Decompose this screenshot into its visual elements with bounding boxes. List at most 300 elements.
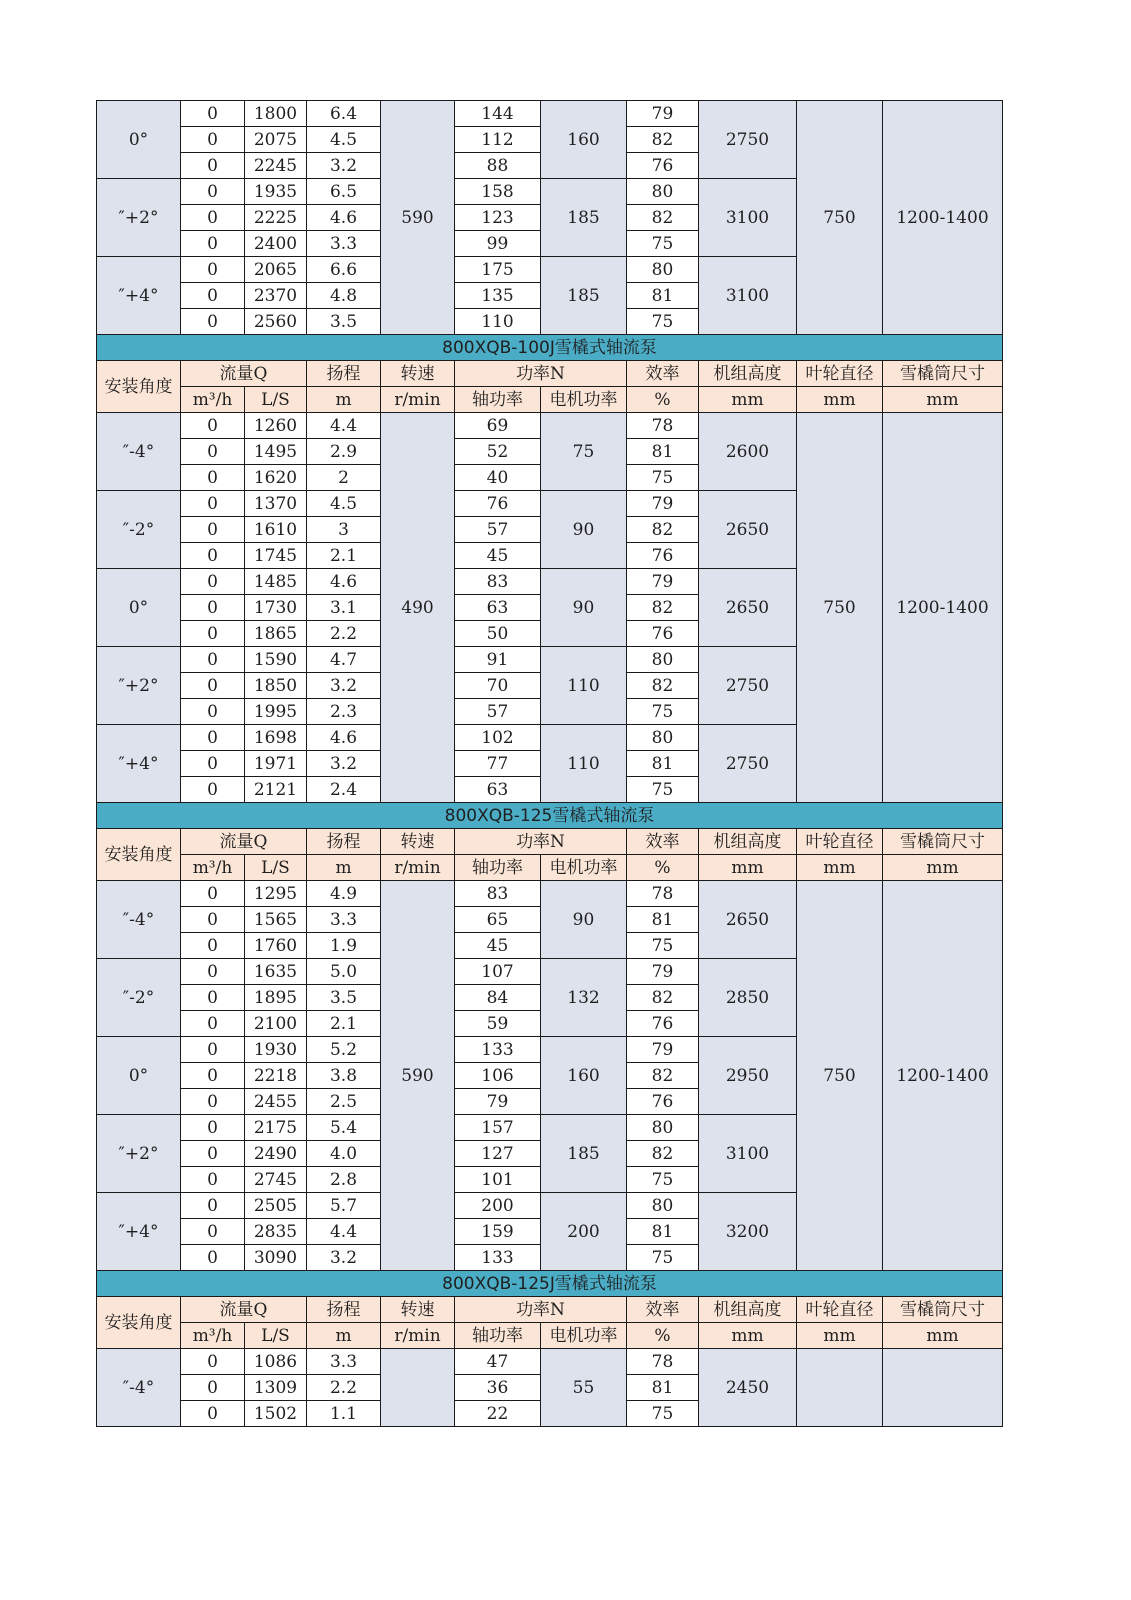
unit-speed: r/min	[381, 1323, 455, 1349]
header-shaft-power: 轴功率	[455, 855, 541, 881]
flow-m3h-cell: 0	[181, 907, 245, 933]
header-motor-power: 电机功率	[541, 855, 627, 881]
efficiency-cell: 81	[627, 1219, 699, 1245]
flow-m3h-cell: 0	[181, 205, 245, 231]
motor-power-cell: 185	[541, 1115, 627, 1193]
efficiency-cell: 75	[627, 1401, 699, 1427]
unit-flow-m3h: m³/h	[181, 855, 245, 881]
header-unit-height: 机组高度	[699, 829, 797, 855]
header-efficiency: 效率	[627, 361, 699, 387]
shaft-power-cell: 83	[455, 881, 541, 907]
shaft-power-cell: 50	[455, 621, 541, 647]
angle-cell: ″+2°	[97, 1115, 181, 1193]
flow-ls-cell: 2505	[245, 1193, 307, 1219]
unit-height-cell: 2750	[699, 101, 797, 179]
flow-ls-cell: 1800	[245, 101, 307, 127]
efficiency-cell: 79	[627, 569, 699, 595]
head-cell: 3.2	[307, 751, 381, 777]
shaft-power-cell: 84	[455, 985, 541, 1011]
head-cell: 2.1	[307, 1011, 381, 1037]
header-efficiency: 效率	[627, 1297, 699, 1323]
flow-m3h-cell: 0	[181, 1349, 245, 1375]
head-cell: 4.4	[307, 413, 381, 439]
angle-cell: ″-4°	[97, 1349, 181, 1427]
motor-power-cell: 75	[541, 413, 627, 491]
header-sled-size: 雪橇筒尺寸	[883, 1297, 1003, 1323]
shaft-power-cell: 88	[455, 153, 541, 179]
shaft-power-cell: 123	[455, 205, 541, 231]
header-angle: 安装角度	[97, 1297, 181, 1349]
sled-size-cell	[883, 1349, 1003, 1427]
unit-height-cell: 2600	[699, 413, 797, 491]
flow-m3h-cell: 0	[181, 101, 245, 127]
shaft-power-cell: 57	[455, 517, 541, 543]
unit-flow-m3h: m³/h	[181, 1323, 245, 1349]
flow-m3h-cell: 0	[181, 751, 245, 777]
head-cell: 2.3	[307, 699, 381, 725]
efficiency-cell: 79	[627, 959, 699, 985]
section-title-row	[97, 335, 1003, 361]
unit-height-cell: 2850	[699, 959, 797, 1037]
header-power: 功率N	[455, 1297, 627, 1323]
flow-m3h-cell: 0	[181, 699, 245, 725]
unit-height-cell: 3200	[699, 1193, 797, 1271]
flow-m3h-cell: 0	[181, 881, 245, 907]
shaft-power-cell: 133	[455, 1037, 541, 1063]
efficiency-cell: 81	[627, 283, 699, 309]
flow-ls-cell: 1850	[245, 673, 307, 699]
flow-ls-cell: 1295	[245, 881, 307, 907]
header-shaft-power: 轴功率	[455, 387, 541, 413]
head-cell: 4.5	[307, 491, 381, 517]
motor-power-cell: 110	[541, 647, 627, 725]
shaft-power-cell: 112	[455, 127, 541, 153]
flow-ls-cell: 2218	[245, 1063, 307, 1089]
header-unit-height: 机组高度	[699, 1297, 797, 1323]
flow-m3h-cell: 0	[181, 1141, 245, 1167]
flow-ls-cell: 2245	[245, 153, 307, 179]
shaft-power-cell: 99	[455, 231, 541, 257]
unit-head: m	[307, 855, 381, 881]
efficiency-cell: 76	[627, 1011, 699, 1037]
efficiency-cell: 75	[627, 231, 699, 257]
shaft-power-cell: 127	[455, 1141, 541, 1167]
header-angle: 安装角度	[97, 829, 181, 881]
angle-cell: ″+4°	[97, 1193, 181, 1271]
header-flow: 流量Q	[181, 361, 307, 387]
head-cell: 3.3	[307, 1349, 381, 1375]
unit-height: mm	[699, 387, 797, 413]
header-shaft-power: 轴功率	[455, 1323, 541, 1349]
flow-m3h-cell: 0	[181, 777, 245, 803]
impeller-diameter-cell	[797, 1349, 883, 1427]
flow-m3h-cell: 0	[181, 1063, 245, 1089]
head-cell: 2	[307, 465, 381, 491]
efficiency-cell: 82	[627, 205, 699, 231]
flow-ls-cell: 1590	[245, 647, 307, 673]
motor-power-cell: 200	[541, 1193, 627, 1271]
angle-cell: ″+4°	[97, 257, 181, 335]
flow-ls-cell: 2175	[245, 1115, 307, 1141]
flow-m3h-cell: 0	[181, 933, 245, 959]
flow-m3h-cell: 0	[181, 465, 245, 491]
shaft-power-cell: 63	[455, 595, 541, 621]
table-row	[97, 101, 1003, 127]
shaft-power-cell: 110	[455, 309, 541, 335]
flow-ls-cell: 1485	[245, 569, 307, 595]
pump-spec-table	[96, 100, 1003, 1427]
header-motor-power: 电机功率	[541, 1323, 627, 1349]
head-cell: 4.6	[307, 205, 381, 231]
speed-cell: 490	[381, 413, 455, 803]
unit-efficiency: %	[627, 387, 699, 413]
efficiency-cell: 80	[627, 1193, 699, 1219]
head-cell: 5.0	[307, 959, 381, 985]
shaft-power-cell: 40	[455, 465, 541, 491]
unit-height-cell: 2650	[699, 491, 797, 569]
section-title: 800XQB-125J雪橇式轴流泵	[97, 1271, 1003, 1297]
head-cell: 4.7	[307, 647, 381, 673]
flow-m3h-cell: 0	[181, 283, 245, 309]
unit-sled: mm	[883, 855, 1003, 881]
motor-power-cell: 160	[541, 101, 627, 179]
speed-cell: 590	[381, 881, 455, 1271]
head-cell: 5.4	[307, 1115, 381, 1141]
efficiency-cell: 82	[627, 1063, 699, 1089]
head-cell: 2.5	[307, 1089, 381, 1115]
head-cell: 6.5	[307, 179, 381, 205]
efficiency-cell: 76	[627, 621, 699, 647]
unit-sled: mm	[883, 387, 1003, 413]
shaft-power-cell: 45	[455, 543, 541, 569]
motor-power-cell: 185	[541, 257, 627, 335]
angle-cell: ″-2°	[97, 491, 181, 569]
efficiency-cell: 80	[627, 257, 699, 283]
head-cell: 3.3	[307, 231, 381, 257]
table-row	[97, 881, 1003, 907]
shaft-power-cell: 59	[455, 1011, 541, 1037]
head-cell: 4.6	[307, 725, 381, 751]
flow-m3h-cell: 0	[181, 257, 245, 283]
head-cell: 4.9	[307, 881, 381, 907]
flow-ls-cell: 1745	[245, 543, 307, 569]
shaft-power-cell: 101	[455, 1167, 541, 1193]
efficiency-cell: 79	[627, 1037, 699, 1063]
efficiency-cell: 75	[627, 699, 699, 725]
flow-ls-cell: 2065	[245, 257, 307, 283]
header-impeller-diameter: 叶轮直径	[797, 829, 883, 855]
efficiency-cell: 76	[627, 543, 699, 569]
flow-ls-cell: 2455	[245, 1089, 307, 1115]
unit-height-cell: 2450	[699, 1349, 797, 1427]
flow-m3h-cell: 0	[181, 1167, 245, 1193]
header-flow: 流量Q	[181, 1297, 307, 1323]
unit-efficiency: %	[627, 855, 699, 881]
sled-size-cell: 1200-1400	[883, 881, 1003, 1271]
head-cell: 3.2	[307, 1245, 381, 1271]
section-title-row	[97, 1271, 1003, 1297]
header-row	[97, 1297, 1003, 1323]
header-impeller-diameter: 叶轮直径	[797, 361, 883, 387]
efficiency-cell: 82	[627, 1141, 699, 1167]
efficiency-cell: 75	[627, 1245, 699, 1271]
flow-m3h-cell: 0	[181, 621, 245, 647]
flow-m3h-cell: 0	[181, 1401, 245, 1427]
flow-m3h-cell: 0	[181, 413, 245, 439]
shaft-power-cell: 47	[455, 1349, 541, 1375]
flow-ls-cell: 1935	[245, 179, 307, 205]
unit-height-cell: 2650	[699, 569, 797, 647]
head-cell: 3.3	[307, 907, 381, 933]
header-efficiency: 效率	[627, 829, 699, 855]
flow-ls-cell: 2100	[245, 1011, 307, 1037]
shaft-power-cell: 107	[455, 959, 541, 985]
shaft-power-cell: 106	[455, 1063, 541, 1089]
head-cell: 3.2	[307, 673, 381, 699]
header-impeller-diameter: 叶轮直径	[797, 1297, 883, 1323]
flow-ls-cell: 1865	[245, 621, 307, 647]
speed-cell: 590	[381, 101, 455, 335]
angle-cell: 0°	[97, 1037, 181, 1115]
efficiency-cell: 75	[627, 777, 699, 803]
shaft-power-cell: 157	[455, 1115, 541, 1141]
shaft-power-cell: 83	[455, 569, 541, 595]
header-power: 功率N	[455, 361, 627, 387]
efficiency-cell: 75	[627, 1167, 699, 1193]
efficiency-cell: 82	[627, 517, 699, 543]
angle-cell: 0°	[97, 101, 181, 179]
flow-m3h-cell: 0	[181, 179, 245, 205]
header-head: 扬程	[307, 1297, 381, 1323]
unit-diameter: mm	[797, 387, 883, 413]
header-row	[97, 361, 1003, 387]
unit-height-cell: 2750	[699, 647, 797, 725]
flow-ls-cell: 1635	[245, 959, 307, 985]
head-cell: 3	[307, 517, 381, 543]
unit-speed: r/min	[381, 387, 455, 413]
shaft-power-cell: 133	[455, 1245, 541, 1271]
head-cell: 3.8	[307, 1063, 381, 1089]
flow-m3h-cell: 0	[181, 127, 245, 153]
angle-cell: ″-4°	[97, 881, 181, 959]
shaft-power-cell: 144	[455, 101, 541, 127]
motor-power-cell: 185	[541, 179, 627, 257]
unit-height-cell: 2650	[699, 881, 797, 959]
unit-sled: mm	[883, 1323, 1003, 1349]
flow-m3h-cell: 0	[181, 543, 245, 569]
header-units-row	[97, 1323, 1003, 1349]
head-cell: 2.2	[307, 621, 381, 647]
efficiency-cell: 78	[627, 881, 699, 907]
flow-ls-cell: 1610	[245, 517, 307, 543]
efficiency-cell: 80	[627, 725, 699, 751]
flow-m3h-cell: 0	[181, 309, 245, 335]
flow-ls-cell: 1730	[245, 595, 307, 621]
header-flow: 流量Q	[181, 829, 307, 855]
unit-height: mm	[699, 855, 797, 881]
unit-height-cell: 3100	[699, 179, 797, 257]
head-cell: 1.9	[307, 933, 381, 959]
flow-ls-cell: 1930	[245, 1037, 307, 1063]
flow-ls-cell: 2490	[245, 1141, 307, 1167]
flow-ls-cell: 1495	[245, 439, 307, 465]
efficiency-cell: 82	[627, 595, 699, 621]
angle-cell: ″-2°	[97, 959, 181, 1037]
flow-ls-cell: 1760	[245, 933, 307, 959]
flow-ls-cell: 1971	[245, 751, 307, 777]
unit-height-cell: 2750	[699, 725, 797, 803]
section-title-row	[97, 803, 1003, 829]
impeller-diameter-cell: 750	[797, 881, 883, 1271]
header-units-row	[97, 387, 1003, 413]
shaft-power-cell: 159	[455, 1219, 541, 1245]
motor-power-cell: 90	[541, 881, 627, 959]
shaft-power-cell: 200	[455, 1193, 541, 1219]
flow-m3h-cell: 0	[181, 569, 245, 595]
shaft-power-cell: 135	[455, 283, 541, 309]
flow-m3h-cell: 0	[181, 595, 245, 621]
flow-m3h-cell: 0	[181, 153, 245, 179]
shaft-power-cell: 63	[455, 777, 541, 803]
efficiency-cell: 82	[627, 127, 699, 153]
head-cell: 6.4	[307, 101, 381, 127]
header-power: 功率N	[455, 829, 627, 855]
efficiency-cell: 75	[627, 933, 699, 959]
flow-m3h-cell: 0	[181, 1115, 245, 1141]
motor-power-cell: 90	[541, 491, 627, 569]
unit-height-cell: 2950	[699, 1037, 797, 1115]
head-cell: 2.4	[307, 777, 381, 803]
unit-height: mm	[699, 1323, 797, 1349]
unit-efficiency: %	[627, 1323, 699, 1349]
head-cell: 1.1	[307, 1401, 381, 1427]
unit-height-cell: 3100	[699, 1115, 797, 1193]
head-cell: 4.0	[307, 1141, 381, 1167]
shaft-power-cell: 79	[455, 1089, 541, 1115]
shaft-power-cell: 102	[455, 725, 541, 751]
head-cell: 2.8	[307, 1167, 381, 1193]
efficiency-cell: 76	[627, 153, 699, 179]
flow-ls-cell: 1698	[245, 725, 307, 751]
header-sled-size: 雪橇筒尺寸	[883, 361, 1003, 387]
shaft-power-cell: 52	[455, 439, 541, 465]
flow-ls-cell: 2075	[245, 127, 307, 153]
sled-size-cell: 1200-1400	[883, 101, 1003, 335]
head-cell: 2.2	[307, 1375, 381, 1401]
sled-size-cell: 1200-1400	[883, 413, 1003, 803]
head-cell: 4.4	[307, 1219, 381, 1245]
head-cell: 3.5	[307, 985, 381, 1011]
header-sled-size: 雪橇筒尺寸	[883, 829, 1003, 855]
header-head: 扬程	[307, 829, 381, 855]
header-speed: 转速	[381, 1297, 455, 1323]
flow-m3h-cell: 0	[181, 517, 245, 543]
flow-m3h-cell: 0	[181, 1011, 245, 1037]
flow-m3h-cell: 0	[181, 673, 245, 699]
flow-m3h-cell: 0	[181, 959, 245, 985]
flow-ls-cell: 2745	[245, 1167, 307, 1193]
head-cell: 5.7	[307, 1193, 381, 1219]
flow-ls-cell: 2370	[245, 283, 307, 309]
header-speed: 转速	[381, 361, 455, 387]
flow-m3h-cell: 0	[181, 1037, 245, 1063]
efficiency-cell: 81	[627, 1375, 699, 1401]
flow-ls-cell: 1502	[245, 1401, 307, 1427]
motor-power-cell: 110	[541, 725, 627, 803]
shaft-power-cell: 36	[455, 1375, 541, 1401]
head-cell: 4.6	[307, 569, 381, 595]
shaft-power-cell: 22	[455, 1401, 541, 1427]
unit-flow-ls: L/S	[245, 387, 307, 413]
table-row	[97, 413, 1003, 439]
flow-ls-cell: 1370	[245, 491, 307, 517]
efficiency-cell: 82	[627, 673, 699, 699]
flow-ls-cell: 1565	[245, 907, 307, 933]
unit-head: m	[307, 1323, 381, 1349]
efficiency-cell: 75	[627, 465, 699, 491]
unit-diameter: mm	[797, 855, 883, 881]
flow-ls-cell: 2121	[245, 777, 307, 803]
shaft-power-cell: 57	[455, 699, 541, 725]
shaft-power-cell: 77	[455, 751, 541, 777]
shaft-power-cell: 70	[455, 673, 541, 699]
shaft-power-cell: 45	[455, 933, 541, 959]
head-cell: 3.2	[307, 153, 381, 179]
head-cell: 3.5	[307, 309, 381, 335]
unit-height-cell: 3100	[699, 257, 797, 335]
flow-m3h-cell: 0	[181, 985, 245, 1011]
head-cell: 2.1	[307, 543, 381, 569]
unit-flow-ls: L/S	[245, 855, 307, 881]
efficiency-cell: 80	[627, 179, 699, 205]
efficiency-cell: 76	[627, 1089, 699, 1115]
table-row	[97, 1349, 1003, 1375]
header-row	[97, 829, 1003, 855]
flow-ls-cell: 2225	[245, 205, 307, 231]
flow-ls-cell: 1895	[245, 985, 307, 1011]
head-cell: 4.8	[307, 283, 381, 309]
shaft-power-cell: 158	[455, 179, 541, 205]
motor-power-cell: 160	[541, 1037, 627, 1115]
efficiency-cell: 80	[627, 647, 699, 673]
flow-ls-cell: 1309	[245, 1375, 307, 1401]
shaft-power-cell: 69	[455, 413, 541, 439]
impeller-diameter-cell: 750	[797, 101, 883, 335]
header-angle: 安装角度	[97, 361, 181, 413]
head-cell: 3.1	[307, 595, 381, 621]
unit-speed: r/min	[381, 855, 455, 881]
unit-flow-m3h: m³/h	[181, 387, 245, 413]
flow-m3h-cell: 0	[181, 1245, 245, 1271]
motor-power-cell: 55	[541, 1349, 627, 1427]
flow-m3h-cell: 0	[181, 1375, 245, 1401]
efficiency-cell: 78	[627, 413, 699, 439]
flow-m3h-cell: 0	[181, 439, 245, 465]
flow-m3h-cell: 0	[181, 491, 245, 517]
unit-head: m	[307, 387, 381, 413]
flow-ls-cell: 1620	[245, 465, 307, 491]
unit-flow-ls: L/S	[245, 1323, 307, 1349]
motor-power-cell: 132	[541, 959, 627, 1037]
speed-cell	[381, 1349, 455, 1427]
shaft-power-cell: 175	[455, 257, 541, 283]
efficiency-cell: 81	[627, 439, 699, 465]
efficiency-cell: 79	[627, 491, 699, 517]
header-speed: 转速	[381, 829, 455, 855]
flow-ls-cell: 1260	[245, 413, 307, 439]
header-motor-power: 电机功率	[541, 387, 627, 413]
efficiency-cell: 80	[627, 1115, 699, 1141]
